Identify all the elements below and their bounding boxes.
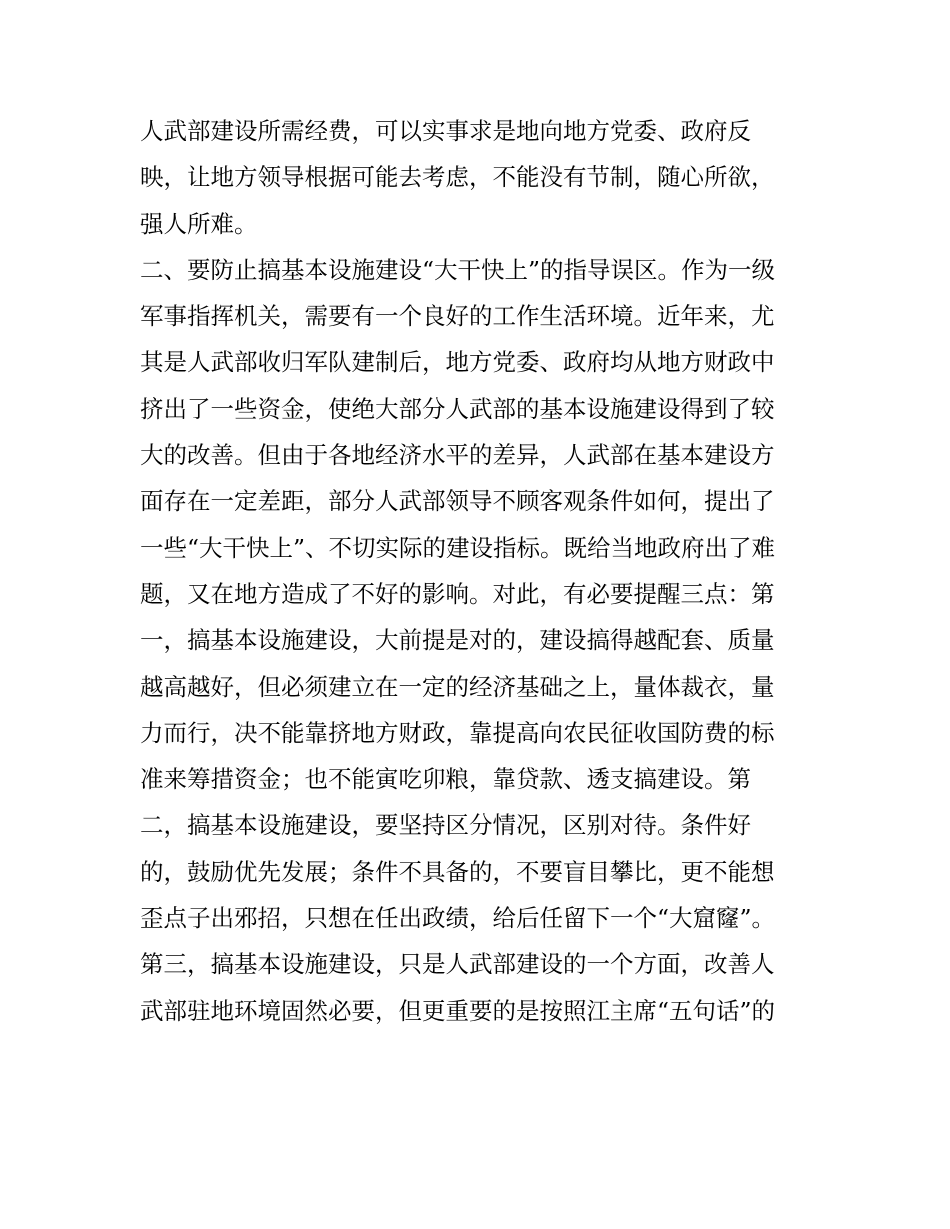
- text-line: 一些“大干快上”、不切实际的建设指标。既给当地政府出了难: [140, 533, 776, 562]
- text-line: 一，搞基本设施建设，大前提是对的，建设搞得越配套、质量: [140, 626, 775, 655]
- text-line: 强人所难。: [140, 209, 258, 238]
- text-line: 题，又在地方造成了不好的影响。对此，有必要提醒三点：第: [140, 579, 775, 608]
- text-line: 映，让地方领导根据可能去考虑，不能没有节制，随心所欲，: [140, 163, 775, 192]
- text-line: 人武部建设所需经费，可以实事求是地向地方党委、政府反: [140, 117, 751, 145]
- body-text: [140, 108, 820, 1034]
- text-line: 挤出了一些资金，使绝大部分人武部的基本设施建设得到了较: [140, 394, 775, 423]
- text-line: 力而行，决不能靠挤地方财政，靠提高向农民征收国防费的标: [140, 718, 775, 747]
- text-line: 的，鼓励优先发展；条件不具备的，不要盲目攀比，更不能想: [140, 857, 775, 886]
- text-line: 二，搞基本设施建设，要坚持区分情况，区别对待。条件好: [140, 811, 751, 840]
- text-line: 歪点子出邪招，只想在任出政绩，给后任留下一个“大窟窿”。: [140, 904, 776, 933]
- text-line: 准来筹措资金；也不能寅吃卯粮，靠贷款、透支搞建设。第: [140, 765, 751, 794]
- text-line: 二、要防止搞基本设施建设“大干快上”的指导误区。作为一级: [140, 255, 776, 284]
- text-line: 越高越好，但必须建立在一定的经济基础之上，量体裁衣，量: [140, 672, 775, 701]
- text-line: 面存在一定差距，部分人武部领导不顾客观条件如何，提出了: [140, 487, 775, 516]
- text-line: 军事指挥机关，需要有一个良好的工作生活环境。近年来，尤: [140, 302, 775, 331]
- text-line: 武部驻地环境固然必要，但更重要的是按照江主席“五句话”的: [140, 996, 776, 1025]
- text-line: 其是人武部收归军队建制后，地方党委、政府均从地方财政中: [140, 348, 775, 377]
- text-line: 第三，搞基本设施建设，只是人武部建设的一个方面，改善人: [140, 950, 775, 979]
- text-line: 大的改善。但由于各地经济水平的差异，人武部在基本建设方: [140, 441, 775, 470]
